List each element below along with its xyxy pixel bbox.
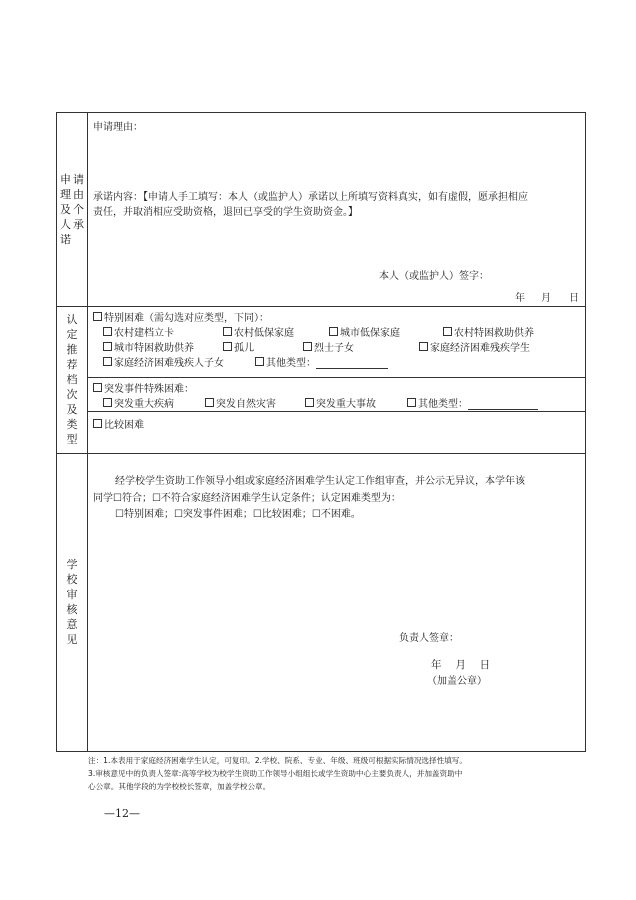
sudden-hardship-option[interactable]: 突发事件特殊困难： [93, 380, 194, 395]
checkbox-icon[interactable] [103, 357, 112, 366]
option-rural-extreme-poverty[interactable]: 农村特困救助供养 [443, 324, 534, 339]
responsible-signature-label: 负责人签章： [399, 633, 459, 644]
date-day: 日 [569, 293, 579, 304]
checkbox-icon[interactable] [223, 342, 232, 351]
checkbox-icon[interactable] [93, 383, 102, 392]
checkbox-icon[interactable] [205, 398, 214, 407]
option-sudden-other[interactable]: 其他类型： [407, 395, 538, 410]
review-line-1: 经学校学生资助工作领导小组或家庭经济困难学生认定工作组审查，并公示无异议，本学年该 [115, 476, 525, 487]
official-seal-note: （加盖公章） [427, 676, 487, 687]
option-sudden-illness[interactable]: 突发重大疾病 [103, 395, 174, 410]
relative-hardship-option[interactable]: 比较困难 [93, 416, 144, 431]
note-line-2: 3.审核意见中的负责人签章:高等学校为校学生资助工作领导小组组长或学生资助中心主要负责人，并加盖资助中 [88, 769, 463, 778]
checkbox-icon[interactable] [103, 398, 112, 407]
checkbox-icon[interactable] [329, 327, 338, 336]
option-major-accident[interactable]: 突发重大事故 [305, 395, 376, 410]
option-orphan[interactable]: 孤儿 [223, 339, 254, 354]
checkbox-icon[interactable] [103, 327, 112, 336]
checkbox-icon[interactable] [407, 398, 416, 407]
reason-commitment-label: 申 理 及 人 诺 请 由 个 承 [60, 173, 84, 246]
application-form-table [56, 112, 586, 752]
recommend-level-label: 认 定 推 荐 档 次 及 类 型 [66, 313, 78, 446]
commitment-line-2: 责任，并取消相应受助资格，退回已享受的学生资助资金。】 [93, 207, 358, 218]
option-disabled-student[interactable]: 家庭经济困难残疾学生 [419, 339, 530, 354]
section-divider [57, 306, 585, 307]
checkbox-icon[interactable] [223, 327, 232, 336]
review-line-2: 同学☐符合；☐不符合家庭经济困难学生认定条件；认定困难类型为： [93, 493, 401, 504]
checkbox-icon[interactable] [255, 357, 264, 366]
review-line-3: ☐特别困难；☐突发事件困难；☐比较困难；☐不困难。 [115, 509, 361, 520]
commitment-line-1: 承诺内容：【申请人手工填写：本人（或监护人）承诺以上所填写资料真实，如有虚假，愿承担相应 [93, 192, 528, 203]
subsection-divider [87, 411, 585, 412]
date-year: 年 [515, 293, 525, 304]
option-rural-subsistence[interactable]: 农村低保家庭 [223, 324, 294, 339]
option-special-other[interactable]: 其他类型： [255, 354, 388, 369]
school-review-label: 学 校 审 核 意 见 [66, 558, 78, 646]
option-urban-subsistence[interactable]: 城市低保家庭 [329, 324, 400, 339]
checkbox-icon[interactable] [103, 342, 112, 351]
date-month: 月 [541, 293, 551, 304]
option-rural-registered[interactable]: 农村建档立卡 [103, 324, 174, 339]
option-martyr-child[interactable]: 烈士子女 [303, 339, 354, 354]
other-type-blank[interactable] [316, 358, 388, 369]
section-divider [57, 453, 585, 454]
page-number: —12— [104, 807, 140, 820]
review-date: 年 月 日 [431, 659, 491, 671]
checkbox-icon[interactable] [93, 312, 102, 321]
checkbox-icon[interactable] [443, 327, 452, 336]
note-line-1: 注：1.本表用于家庭经济困难学生认定，可复印。2.学校、院系、专业、年级、班级可根据实际情况选择性填写。 [88, 756, 467, 765]
label-column-divider [87, 113, 88, 751]
applicant-signature-label: 本人（或监护人）签字： [379, 271, 489, 282]
subsection-divider [87, 377, 585, 378]
checkbox-icon[interactable] [419, 342, 428, 351]
checkbox-icon[interactable] [303, 342, 312, 351]
other-type-blank[interactable] [468, 399, 538, 410]
special-hardship-option[interactable]: 特别困难（需勾选对应类型，下同）： [93, 309, 269, 324]
option-natural-disaster[interactable]: 突发自然灾害 [205, 395, 276, 410]
option-urban-extreme-poverty[interactable]: 城市特困救助供养 [103, 339, 194, 354]
checkbox-icon[interactable] [93, 419, 102, 428]
option-disabled-parent-child[interactable]: 家庭经济困难残疾人子女 [103, 354, 224, 369]
reason-label: 申请理由： [93, 122, 143, 133]
checkbox-icon[interactable] [305, 398, 314, 407]
note-line-3: 心公章。其他学段的为学校校长签章，加盖学校公章。 [88, 782, 271, 791]
